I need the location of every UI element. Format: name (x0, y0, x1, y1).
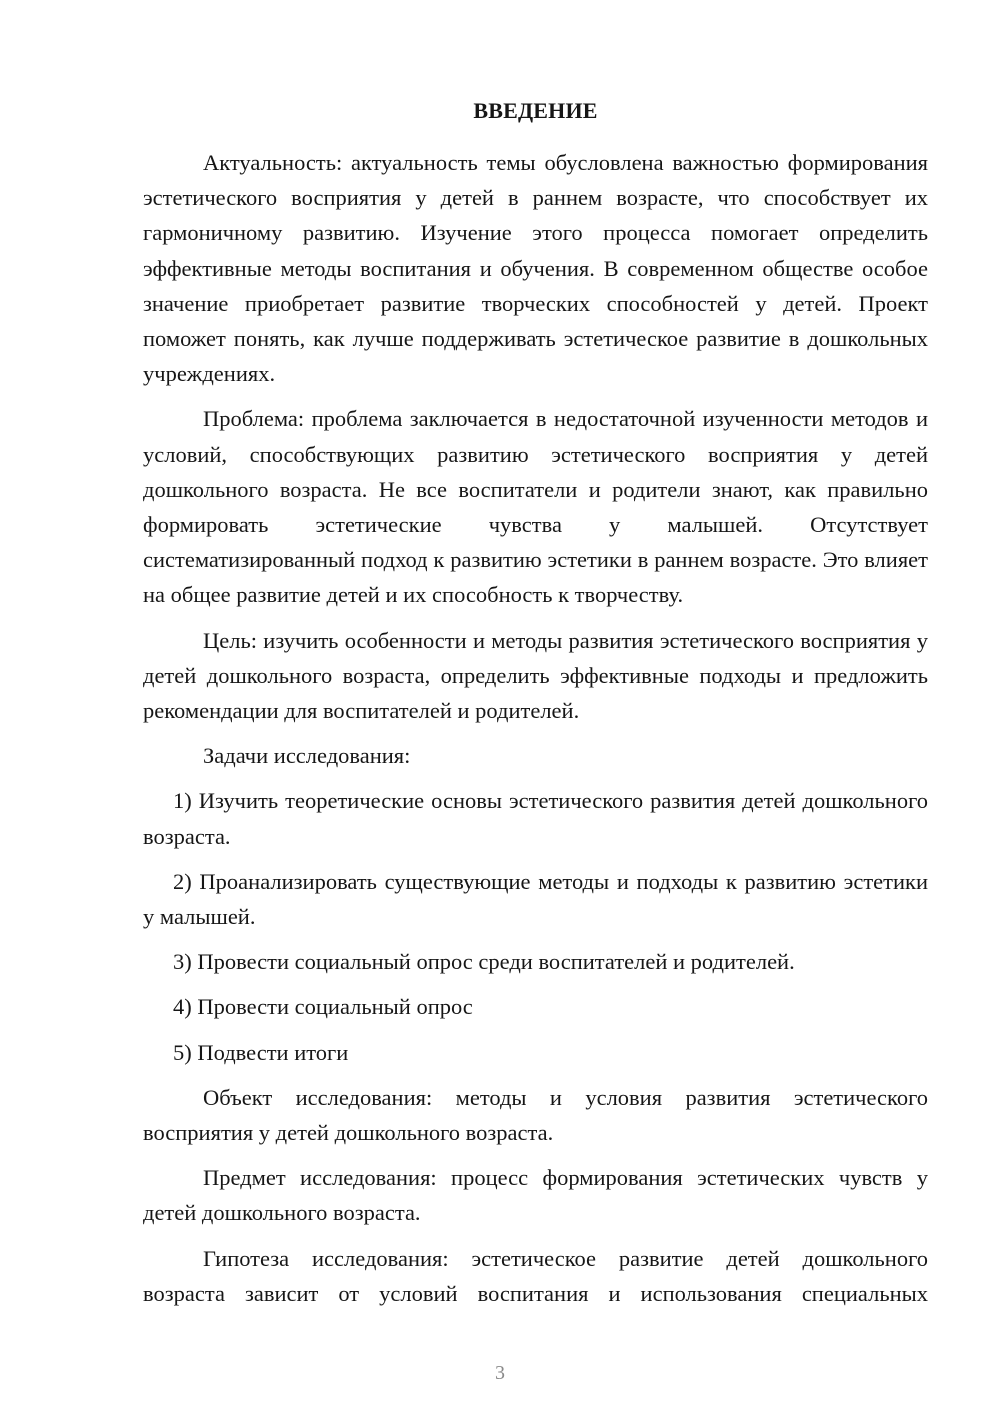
task-item-4: 4) Провести социальный опрос (173, 994, 473, 1020)
paragraph-hypothesis: Гипотеза исследования: эстетическое развитие детей дошкольного возраста зависит от условий воспитания и использования специальных (143, 1245, 928, 1306)
document-page (143, 95, 928, 1311)
section-title: ВВЕДЕНИЕ (473, 98, 598, 123)
paragraph-object: Объект исследования: методы и условия развития эстетического восприятия у детей дошкольного возраста. (143, 1084, 928, 1146)
paragraph-subject: Предмет исследования: процесс формирования эстетических чувств у детей дошкольного возраста. (143, 1165, 928, 1226)
task-item-3: 3) Провести социальный опрос среди воспитателей и родителей. (173, 949, 795, 975)
page-number: 3 (495, 1362, 505, 1384)
task-item-5: 5) Подвести итоги (173, 1039, 349, 1065)
task-item-1: 1) Изучить теоретические основы эстетического развития детей дошкольного возраста. (143, 788, 928, 849)
task-item-2: 2) Проанализировать существующие методы и подходы к развитию эстетики у малышей. (143, 868, 928, 930)
paragraph-problem: Проблема: проблема заключается в недостаточной изученности методов и условий, способствующих развитию эстетического восприятия у детей дошкольного возраста. Не все воспитатели и родители знают, как правильно формировать эстетические чувства у малышей. Отсутствует систематизированный подход к развитию эстетики в раннем возрасте. Это влияет на общее развитие детей и их способность к творчеству. (143, 406, 928, 608)
paragraph-goal: Цель: изучить особенности и методы развития эстетического восприятия у детей дошкольного возраста, определить эффективные подходы и предложить рекомендации для воспитателей и родителей. (143, 627, 928, 724)
paragraph-tasks-heading: Задачи исследования: (203, 743, 411, 769)
paragraph-relevance: Актуальность: актуальность темы обусловлена важностью формирования эстетического восприятия у детей в раннем возрасте, что способствует их гармоничному развитию. Изучение этого процесса помогает определить эффективные методы воспитания и обучения. В современном обществе особое значение приобретает развитие творческих способностей у детей. Проект поможет понять, как лучше поддерживать эстетическое развитие в дошкольных учреждениях. (143, 150, 928, 387)
